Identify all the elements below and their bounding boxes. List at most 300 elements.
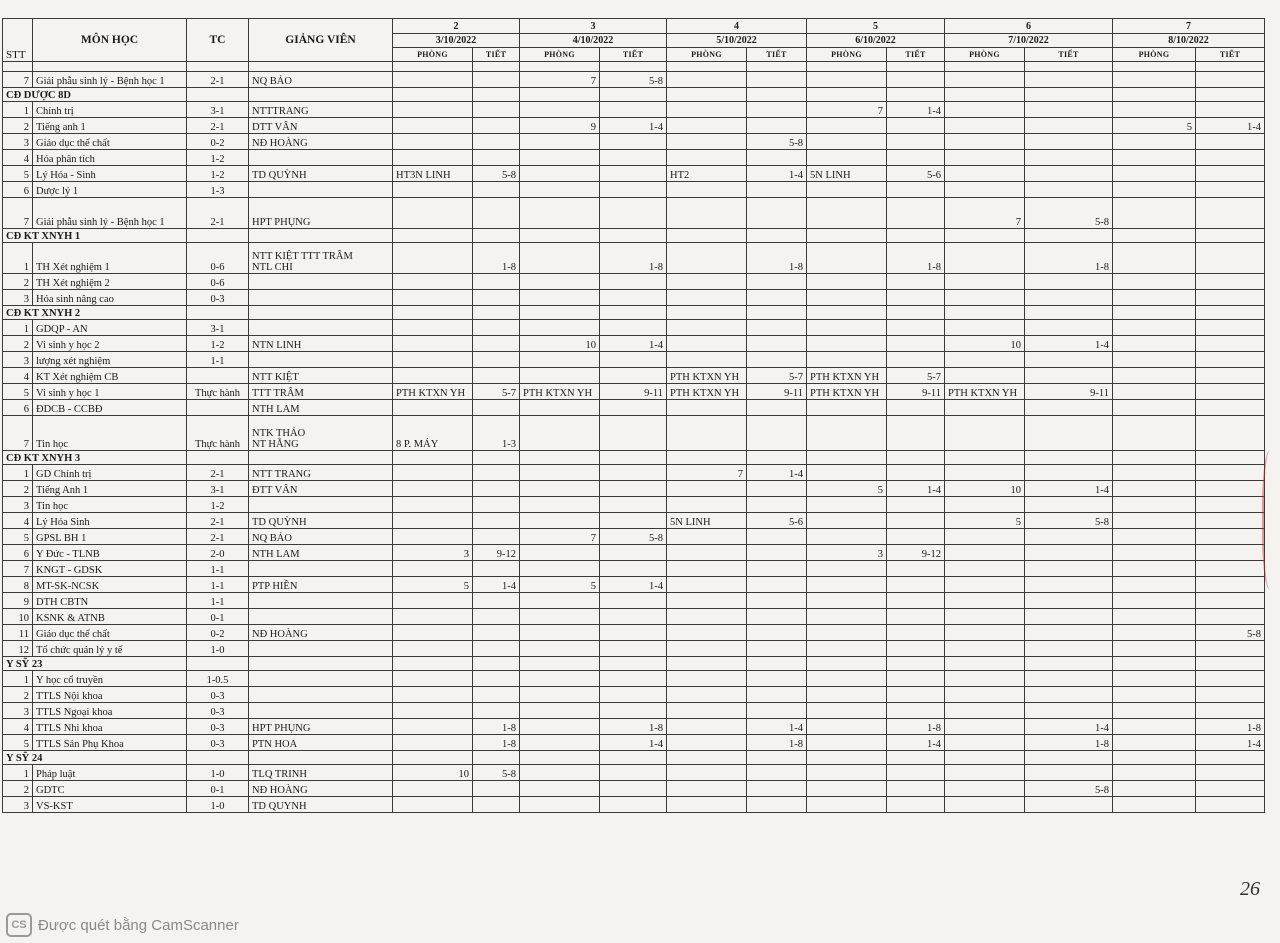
room-cell <box>1113 400 1196 416</box>
empty-cell <box>473 62 520 72</box>
room-cell <box>667 336 747 352</box>
period-cell <box>600 150 667 166</box>
room-cell <box>807 641 887 657</box>
room-cell <box>520 719 600 735</box>
empty-cell <box>1113 306 1196 320</box>
period-cell <box>600 687 667 703</box>
credits-cell: 1-2 <box>187 336 249 352</box>
row-number: 6 <box>3 545 33 561</box>
lecturer-cell <box>249 719 393 735</box>
subject-cell: Chính trị <box>33 102 187 118</box>
room-cell <box>1113 166 1196 182</box>
period-cell <box>747 352 807 368</box>
period-cell <box>747 797 807 813</box>
day-number: 5 <box>807 19 945 34</box>
empty-cell <box>887 657 945 671</box>
credits-cell: 2-1 <box>187 118 249 134</box>
period-cell: 5-8 <box>473 765 520 781</box>
room-cell <box>807 72 887 88</box>
row-number: 5 <box>3 735 33 751</box>
period-cell <box>600 134 667 150</box>
table-row <box>3 118 1265 134</box>
empty-cell <box>600 306 667 320</box>
period-cell <box>887 134 945 150</box>
row-number: 10 <box>3 609 33 625</box>
room-cell <box>945 577 1025 593</box>
section-header-row <box>3 751 1265 765</box>
table-row <box>3 765 1265 781</box>
empty-cell <box>667 451 747 465</box>
period-cell <box>600 641 667 657</box>
room-cell <box>667 182 747 198</box>
lecturer-cell <box>249 609 393 625</box>
section-header-row <box>3 306 1265 320</box>
period-cell <box>473 182 520 198</box>
empty-cell <box>520 657 600 671</box>
room-cell <box>807 320 887 336</box>
empty-cell <box>945 229 1025 243</box>
lecturer-name: NTTTRANG <box>252 106 309 117</box>
empty-cell <box>945 306 1025 320</box>
room-cell <box>667 625 747 641</box>
table-row <box>3 102 1265 118</box>
room-cell <box>667 561 747 577</box>
credits-cell: 3-1 <box>187 320 249 336</box>
row-number: 5 <box>3 166 33 182</box>
room-subheader: PHÒNG <box>393 48 473 62</box>
period-cell <box>887 765 945 781</box>
period-cell <box>1196 134 1265 150</box>
period-cell <box>600 561 667 577</box>
room-cell <box>667 352 747 368</box>
period-cell: 5-8 <box>1025 198 1113 229</box>
row-number: 1 <box>3 465 33 481</box>
lecturer-cell <box>249 497 393 513</box>
credits-cell: 1-0 <box>187 641 249 657</box>
room-cell <box>1113 243 1196 274</box>
period-cell <box>600 497 667 513</box>
empty-cell <box>600 751 667 765</box>
period-cell <box>473 497 520 513</box>
period-cell <box>473 687 520 703</box>
period-cell <box>747 781 807 797</box>
subject-cell: Pháp luật <box>33 765 187 781</box>
subject-cell: KNGT - GDSK <box>33 561 187 577</box>
period-cell: 9-11 <box>600 384 667 400</box>
lecturer-name: NTH LAM <box>252 404 300 415</box>
period-cell <box>1196 593 1265 609</box>
room-cell <box>393 609 473 625</box>
credits-cell: 1-0 <box>187 797 249 813</box>
row-number: 3 <box>3 703 33 719</box>
room-cell <box>807 765 887 781</box>
table-row <box>3 182 1265 198</box>
room-cell <box>945 719 1025 735</box>
room-cell <box>945 497 1025 513</box>
credits-cell: 1-2 <box>187 497 249 513</box>
period-cell <box>473 336 520 352</box>
period-cell <box>747 336 807 352</box>
lecturer-cell <box>249 465 393 481</box>
room-cell <box>393 102 473 118</box>
period-cell <box>1196 352 1265 368</box>
empty-cell <box>187 751 249 765</box>
room-cell <box>807 182 887 198</box>
period-cell <box>473 797 520 813</box>
section-name: CĐ DƯỢC 8D <box>3 88 187 102</box>
room-cell: 8 P. MÁY <box>393 416 473 451</box>
empty-cell <box>1025 88 1113 102</box>
row-number: 7 <box>3 561 33 577</box>
room-cell <box>520 166 600 182</box>
credits-cell: 1-1 <box>187 593 249 609</box>
period-cell <box>747 609 807 625</box>
room-cell <box>807 671 887 687</box>
empty-cell <box>887 306 945 320</box>
section-name: CĐ KT XNYH 2 <box>3 306 187 320</box>
subject-cell: lượng xét nghiệm <box>33 352 187 368</box>
empty-cell <box>249 229 393 243</box>
empty-cell <box>249 88 393 102</box>
period-cell <box>473 465 520 481</box>
room-cell <box>1113 781 1196 797</box>
room-cell: 9 <box>520 118 600 134</box>
row-number: 7 <box>3 72 33 88</box>
empty-cell <box>887 62 945 72</box>
period-cell <box>1025 182 1113 198</box>
empty-cell <box>249 62 393 72</box>
period-cell <box>600 625 667 641</box>
room-cell <box>667 497 747 513</box>
room-cell: HT3N LINH <box>393 166 473 182</box>
room-cell <box>1113 735 1196 751</box>
room-cell <box>807 416 887 451</box>
room-cell <box>807 577 887 593</box>
room-cell <box>393 134 473 150</box>
period-cell: 1-8 <box>1196 719 1265 735</box>
room-cell <box>1113 545 1196 561</box>
period-cell <box>1025 102 1113 118</box>
table-row <box>3 274 1265 290</box>
period-cell <box>600 198 667 229</box>
row-number: 5 <box>3 529 33 545</box>
row-number: 1 <box>3 765 33 781</box>
period-cell <box>600 416 667 451</box>
subject-cell: ĐDCB - CCBĐ <box>33 400 187 416</box>
table-row <box>3 384 1265 400</box>
subject-cell: Hóa sinh nâng cao <box>33 290 187 306</box>
room-cell <box>520 352 600 368</box>
period-cell <box>747 182 807 198</box>
subject-cell: GPSL BH 1 <box>33 529 187 545</box>
row-number: 8 <box>3 577 33 593</box>
room-cell <box>1113 198 1196 229</box>
empty-cell <box>945 88 1025 102</box>
room-cell <box>520 134 600 150</box>
period-cell <box>473 561 520 577</box>
empty-cell <box>473 88 520 102</box>
room-cell <box>807 703 887 719</box>
subject-cell: Tiếng anh 1 <box>33 118 187 134</box>
empty-cell <box>520 451 600 465</box>
period-cell <box>1025 134 1113 150</box>
room-cell <box>393 274 473 290</box>
period-cell <box>1196 182 1265 198</box>
room-cell <box>1113 481 1196 497</box>
empty-cell <box>747 451 807 465</box>
period-cell <box>473 320 520 336</box>
table-row <box>3 703 1265 719</box>
empty-cell <box>807 306 887 320</box>
room-cell <box>667 703 747 719</box>
period-cell <box>747 687 807 703</box>
empty-cell <box>1196 751 1265 765</box>
lecturer-name: NĐ HOÀNG <box>252 138 308 149</box>
subject-cell: Giải phẫu sinh lý - Bệnh học 1 <box>33 72 187 88</box>
footer-text: Được quét bằng CamScanner <box>38 916 239 934</box>
subject-cell: Tổ chức quản lý y tế <box>33 641 187 657</box>
subject-cell: Y học cổ truyền <box>33 671 187 687</box>
table-row <box>3 561 1265 577</box>
room-cell <box>393 561 473 577</box>
room-cell <box>520 465 600 481</box>
period-cell <box>887 703 945 719</box>
row-number: 7 <box>3 416 33 451</box>
period-cell <box>600 481 667 497</box>
subject-cell: GDTC <box>33 781 187 797</box>
room-cell <box>1113 416 1196 451</box>
empty-cell <box>887 229 945 243</box>
room-cell <box>667 290 747 306</box>
day-number: 4 <box>667 19 807 34</box>
period-cell <box>747 765 807 781</box>
period-cell: 1-4 <box>887 481 945 497</box>
period-cell <box>1025 320 1113 336</box>
empty-cell <box>600 88 667 102</box>
period-cell <box>600 166 667 182</box>
credits-cell: 0-2 <box>187 625 249 641</box>
row-number: 1 <box>3 320 33 336</box>
subject-cell: Y Đức - TLNB <box>33 545 187 561</box>
room-cell <box>520 735 600 751</box>
room-cell <box>1113 671 1196 687</box>
period-cell <box>1025 497 1113 513</box>
period-cell: 1-4 <box>600 577 667 593</box>
room-cell <box>945 182 1025 198</box>
schedule-table <box>2 18 1265 813</box>
lecturer-name: PTN HOA <box>252 739 298 750</box>
empty-cell <box>887 88 945 102</box>
credits-cell: 0-2 <box>187 134 249 150</box>
empty-cell <box>1025 229 1113 243</box>
subject-cell: Giáo dục thể chất <box>33 625 187 641</box>
period-cell <box>887 497 945 513</box>
room-cell <box>393 671 473 687</box>
table-row <box>3 641 1265 657</box>
stt-header <box>3 19 33 62</box>
room-cell <box>945 416 1025 451</box>
period-cell <box>887 150 945 166</box>
table-row <box>3 352 1265 368</box>
room-cell <box>393 243 473 274</box>
period-cell <box>1025 150 1113 166</box>
period-cell <box>1025 274 1113 290</box>
empty-cell <box>667 62 747 72</box>
room-cell <box>667 641 747 657</box>
row-number: 6 <box>3 400 33 416</box>
credits-cell: 1-2 <box>187 150 249 166</box>
lecturer-cell <box>249 320 393 336</box>
row-number: 2 <box>3 481 33 497</box>
empty-cell <box>667 657 747 671</box>
room-cell <box>807 465 887 481</box>
table-row <box>3 72 1265 88</box>
room-cell <box>520 400 600 416</box>
empty-cell <box>473 751 520 765</box>
day-date: 4/10/2022 <box>520 34 667 48</box>
credits-cell: 2-1 <box>187 72 249 88</box>
period-cell <box>887 593 945 609</box>
period-cell <box>473 274 520 290</box>
table-row <box>3 797 1265 813</box>
empty-cell <box>393 88 473 102</box>
empty-cell <box>187 306 249 320</box>
room-cell <box>667 243 747 274</box>
lecturer-name: NTK THẢO <box>252 428 306 439</box>
subject-cell: Tin học <box>33 416 187 451</box>
period-cell <box>747 290 807 306</box>
row-number: 9 <box>3 593 33 609</box>
period-cell: 1-4 <box>1196 735 1265 751</box>
empty-cell <box>520 751 600 765</box>
credits-cell: 1-1 <box>187 352 249 368</box>
room-cell <box>1113 320 1196 336</box>
empty-cell <box>1025 62 1113 72</box>
room-cell <box>945 290 1025 306</box>
period-cell <box>747 150 807 166</box>
period-cell <box>1196 274 1265 290</box>
period-cell <box>1025 577 1113 593</box>
subject-cell: GD Chính trị <box>33 465 187 481</box>
lecturer-cell <box>249 416 393 451</box>
period-cell: 1-4 <box>473 577 520 593</box>
period-cell <box>887 529 945 545</box>
period-cell <box>1025 352 1113 368</box>
credits-cell: 1-0 <box>187 765 249 781</box>
period-cell <box>887 561 945 577</box>
period-cell: 1-8 <box>1025 735 1113 751</box>
room-cell: 5N LINH <box>807 166 887 182</box>
room-cell <box>393 625 473 641</box>
credits-cell: 0-1 <box>187 781 249 797</box>
period-cell: 1-4 <box>1025 719 1113 735</box>
lecturer-name: HPT PHỤNG <box>252 217 311 228</box>
empty-cell <box>600 62 667 72</box>
subject-cell: TTLS Nhi khoa <box>33 719 187 735</box>
period-cell <box>600 182 667 198</box>
period-cell <box>887 274 945 290</box>
empty-cell <box>1025 306 1113 320</box>
period-cell <box>887 609 945 625</box>
lecturer-name: TTT TRÂM <box>252 388 304 399</box>
lecturer-cell <box>249 72 393 88</box>
period-cell <box>1196 577 1265 593</box>
room-cell <box>393 735 473 751</box>
room-cell <box>807 735 887 751</box>
period-cell <box>1196 150 1265 166</box>
room-cell <box>667 797 747 813</box>
table-row <box>3 577 1265 593</box>
lecturer-cell <box>249 336 393 352</box>
period-cell <box>1025 687 1113 703</box>
period-cell <box>1196 687 1265 703</box>
room-cell <box>393 529 473 545</box>
room-cell <box>520 703 600 719</box>
period-cell <box>887 625 945 641</box>
period-cell <box>473 102 520 118</box>
room-cell <box>945 529 1025 545</box>
room-cell <box>1113 134 1196 150</box>
room-cell <box>667 320 747 336</box>
room-cell <box>945 593 1025 609</box>
period-cell <box>747 625 807 641</box>
period-cell <box>1196 703 1265 719</box>
lecturer-cell <box>249 166 393 182</box>
room-subheader: PHÒNG <box>520 48 600 62</box>
room-cell <box>1113 625 1196 641</box>
period-cell <box>473 150 520 166</box>
subject-header: MÔN HỌC <box>33 19 187 62</box>
row-number: 11 <box>3 625 33 641</box>
credits-cell: Thực hành <box>187 384 249 400</box>
period-cell <box>1196 641 1265 657</box>
room-cell <box>393 719 473 735</box>
table-row <box>3 687 1265 703</box>
period-cell <box>1196 72 1265 88</box>
table-row <box>3 497 1265 513</box>
room-cell <box>520 765 600 781</box>
period-cell: 5-8 <box>600 529 667 545</box>
room-cell <box>1113 497 1196 513</box>
lecturer-name: ĐTT VÂN <box>252 485 298 496</box>
row-number: 6 <box>3 182 33 198</box>
period-cell <box>1196 765 1265 781</box>
empty-cell <box>520 306 600 320</box>
section-name: CĐ KT XNYH 3 <box>3 451 187 465</box>
period-cell <box>747 198 807 229</box>
empty-cell <box>393 229 473 243</box>
period-cell <box>473 671 520 687</box>
empty-cell <box>747 751 807 765</box>
room-subheader: PHÒNG <box>807 48 887 62</box>
room-cell <box>520 243 600 274</box>
room-cell <box>393 641 473 657</box>
period-cell <box>887 797 945 813</box>
day-number: 6 <box>945 19 1113 34</box>
period-cell <box>747 118 807 134</box>
empty-cell <box>747 657 807 671</box>
period-cell <box>1025 72 1113 88</box>
credits-cell: 1-1 <box>187 577 249 593</box>
lecturer-header: GIẢNG VIÊN <box>249 19 393 62</box>
room-cell <box>667 150 747 166</box>
stamp-mark <box>1262 450 1280 590</box>
empty-cell <box>945 451 1025 465</box>
period-cell <box>747 577 807 593</box>
lecturer-name: TLQ TRINH <box>252 769 307 780</box>
period-cell: 9-11 <box>1025 384 1113 400</box>
room-cell: PTH KTXN YH <box>667 384 747 400</box>
